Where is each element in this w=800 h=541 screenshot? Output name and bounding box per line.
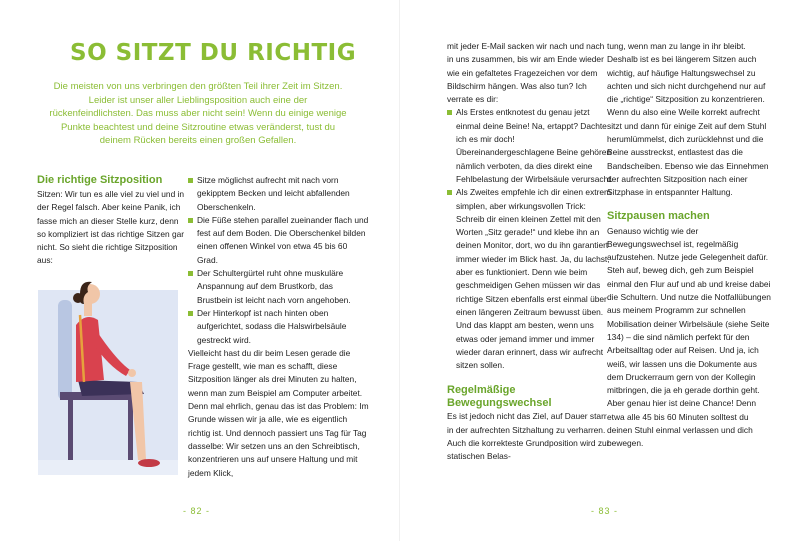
sitting-woman-illustration [38,270,178,475]
list-item: Der Hinterkopf ist nach hinten oben aufgerichtet, sodass die Halswirbelsäule gestreckt wird. [188,307,370,347]
intro-text: Die meisten von uns verbringen den größten Teil ihrer Zeit im Sitzen. Leider ist unser aller Lieblingsposition auch eine der rückenfeindlichsten. Das muss aber nicht sein! Wenn du einige wenige Punkte beachtest und deine Sitzroutine etwas veränderst, tust du deinem Rücken bereits einen großen Gefallen. [49,81,347,146]
neck [84,302,92,316]
hair-bun [73,293,83,303]
left-column-right-page [447,40,613,464]
body-paragraph: tung, wenn man zu lange in ihr bleibt. Deshalb ist es bei längerem Sitzen auch wichtig, auf häufige Haltungswechsel zu achten und sich nicht durchgehend nur auf die „richtige“ Sitzposition zu konzentrieren. [607,41,766,105]
page-number-left: - 82 - [183,506,211,516]
list-item: Sitze möglichst aufrecht mit nach vorn gekipptem Becken und leicht abfallenden Oberschenkeln. [188,174,370,214]
body-paragraph: Wenn du also eine Weile korrekt aufrecht sitzt und dann für einige Zeit auf dem Stuhl herumlümmelst, dich zurücklehnst und die Beine ausstreckst, entlastest das die Bandscheiben. Ebenso wie das Einnehmen der aufrechten Sitzposition nach einer Sitzphase in entspannter Haltung. [607,107,769,198]
body-paragraph: Genauso wichtig wie der Bewegungswechsel ist, regelmäßig aufzustehen. Nutze jede Gelegenheit dafür. Steh auf, beweg dich, geh zum Beispiel einmal den Flur auf und ab und kreise dabei die Schultern. Und nutze die Notfallübungen aus meinem Programm zur schnellen Mobilisation deiner Wirbelsäule (siehe Seite 134) – die sind nämlich perfekt für den Arbeitsalltag oder auf Reisen. Und ja, ich weiß, wir lassen uns die Dokumente aus dem Druckerraum gern von der Kollegin mitbringen, die ja eh gerade dorthin geht. Aber genau hier ist deine Chance! Denn etwa alle 45 bis 60 Minuten solltest du deinen Stuhl einmal verlassen und dich bewegen. [607,225,771,449]
tips-list [447,106,613,372]
page-title: SO SITZT DU RICHTIG [70,40,357,66]
body-paragraph: Es ist jedoch nicht das Ziel, auf Dauer starr in der aufrechten Sitzhaltung zu verharren. Auch die korrekteste Grundposition wird zur statischen Belas- [447,411,610,462]
intro-paragraph: Sitzen: Wir tun es alle viel zu viel und in der Regel falsch. Aber keine Panik, ich fasse mich an dieser Stelle kurz, denn so kompliziert ist das richtige Sitzen gar nicht. So sieht die richtige Sitzposition aus: [37,189,185,266]
list-item: Der Schultergürtel ruht ohne muskuläre Anspannung auf dem Brustkorb, das Brustbein ist leicht nach vorn angehoben. [188,267,370,307]
list-item: Als Erstes entknotest du genau jetzt einmal deine Beine! Na, ertappt? Dachte ich es mir doch! Übereinandergeschlagene Beine gehören nämlich verboten, da dies direkt eine Fehlbelastung der Wirbelsäule verursacht. [447,106,613,186]
right-column-left-page [188,174,370,480]
section-heading-sitzposition: Die richtige Sitzposition [37,174,163,186]
body-paragraph: Vielleicht hast du dir beim Lesen gerade die Frage gestellt, wie man es schafft, diese Sitzposition länger als drei Minuten zu halten, wenn man zum Beispiel am Computer arbeitet. Denn mal ehrlich, genau das ist das Problem: Im Grunde wissen wir ja alle, wie es eigentlich richtig ist. Und dennoch passiert uns Tag für Tag dasselbe: Wir setzen uns an den Schreibtisch, konzentrieren uns auf unsere Haltung und mit jedem Klick, [188,347,369,478]
list-item: Als Zweites empfehle ich dir einen extrem simplen, aber wirkungsvollen Trick: Schreib dir einen kleinen Zettel mit den Worten „Sitz gerade!“ und klebe ihn an deinen Monitor, dort, wo du ihn garantiert immer wieder im Blick hast. Ja, du lachst, aber es funktioniert. Denn wie beim geschmeidigen Gehen müssen wir das richtige Sitzen ebenfalls erst einmal über einen längeren Zeitraum bewusst üben. Und das klappt am besten, wenn uns etwas oder jemand immer und immer wieder daran erinnert, dass wir aufrecht sitzen sollen. [447,186,613,372]
body-paragraph: mit jeder E-Mail sacken wir nach und nach in uns zusammen, bis wir am Ende wieder wie ein gefaltetes Fragezeichen vor dem Bildschirm hängen. Was also tun? Ich verrate es dir: [447,41,605,105]
chair-backrest [58,300,72,400]
right-page [400,0,800,541]
section-heading-bewegungswechsel: Regelmäßige Bewegungswechsel [447,384,552,410]
sitting-tips-list [188,174,370,347]
section-heading-sitzpausen: Sitzpausen machen [607,209,710,222]
shoe [138,459,160,467]
page-number-right: - 83 - [591,506,619,516]
right-column-right-page [607,40,771,451]
list-item: Die Füße stehen parallel zueinander flach und fest auf dem Boden. Die Oberschenkel bilden einen offenen Winkel von etwa 45 bis 60 Grad. [188,214,370,267]
